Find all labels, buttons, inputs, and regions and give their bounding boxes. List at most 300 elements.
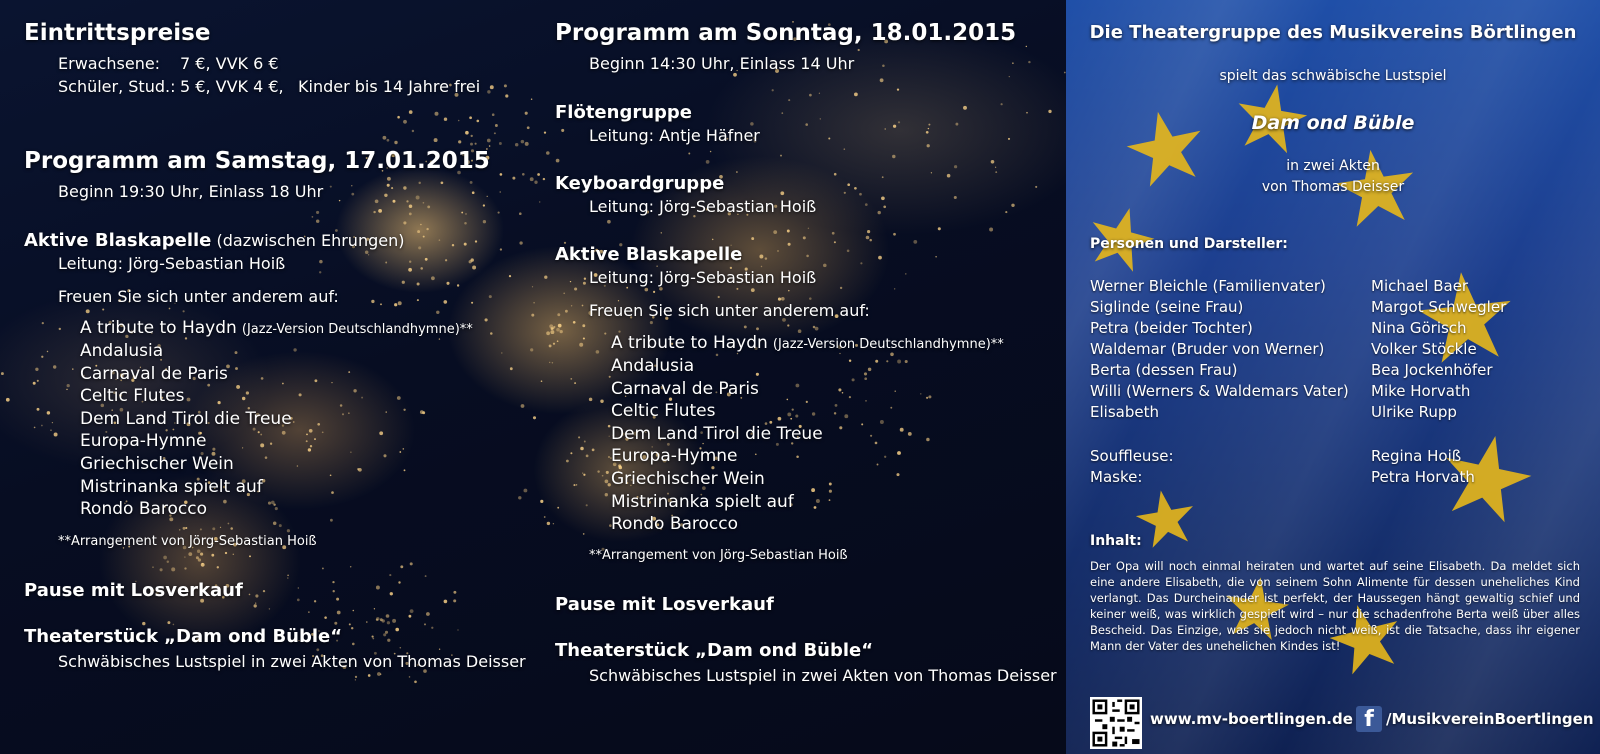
- city-light-dot: [553, 343, 555, 345]
- city-light-dot: [505, 94, 508, 97]
- city-light-dot: [751, 288, 755, 292]
- city-light-dot: [477, 120, 480, 123]
- city-light-dot: [160, 568, 163, 571]
- city-light-dot: [394, 141, 397, 144]
- city-light-dot: [534, 181, 537, 184]
- city-light-dot: [541, 380, 543, 382]
- city-light-dot: [385, 631, 388, 634]
- list-item: Petra (beider Tochter): [1090, 319, 1253, 337]
- city-light-dot: [895, 391, 896, 392]
- city-light-dot: [394, 303, 397, 306]
- city-light-dot: [453, 591, 456, 594]
- city-light-dot: [489, 295, 492, 298]
- city-light-dot: [893, 233, 896, 236]
- city-light-dot: [531, 314, 534, 317]
- city-light-dot: [897, 88, 899, 90]
- city-light-dot: [409, 261, 411, 263]
- city-light-dot: [736, 171, 738, 173]
- city-light-dot: [880, 420, 884, 424]
- city-light-dot: [386, 614, 390, 618]
- city-light-dot: [500, 173, 503, 176]
- city-light-dot: [877, 464, 879, 466]
- list-item: Volker Stöckle: [1371, 340, 1477, 358]
- city-light-dot: [546, 151, 550, 155]
- city-light-dot: [878, 211, 881, 214]
- city-light-dot: [883, 205, 886, 208]
- city-light-dot: [834, 241, 836, 243]
- city-light-dot: [829, 490, 832, 493]
- city-light-dot: [1, 372, 4, 375]
- play-author: von Thomas Deisser: [1261, 179, 1405, 195]
- city-light-dot: [1028, 61, 1030, 63]
- city-light-dot: [509, 275, 511, 277]
- city-light-dot: [759, 255, 763, 259]
- city-light-dot: [854, 187, 857, 190]
- city-light-dot: [330, 474, 332, 476]
- city-light-dot: [171, 567, 175, 571]
- city-light-dot: [656, 266, 657, 267]
- city-light-dot: [391, 187, 393, 189]
- city-light-dot: [353, 389, 356, 392]
- city-light-dot: [423, 236, 425, 238]
- city-light-dot: [521, 140, 525, 144]
- city-light-dot: [489, 145, 491, 147]
- city-light-dot: [563, 292, 565, 294]
- city-light-dot: [418, 246, 421, 249]
- city-light-dot: [387, 177, 391, 181]
- city-light-dot: [828, 137, 830, 139]
- city-light-dot: [490, 332, 493, 335]
- cast-title: Personen und Darsteller:: [1090, 236, 1288, 252]
- city-light-dot: [47, 411, 50, 414]
- city-light-dot: [254, 604, 257, 607]
- city-light-dot: [935, 256, 936, 257]
- city-light-dot: [371, 300, 374, 303]
- city-light-dot: [418, 182, 420, 184]
- city-light-dot: [557, 313, 560, 316]
- sunday-theater-desc: Schwäbisches Lustspiel in zwei Akten von Thomas Deisser: [589, 666, 1057, 685]
- list-item: Mike Horvath: [1371, 382, 1471, 400]
- city-light-dot: [504, 84, 507, 87]
- city-light-dot: [287, 529, 290, 532]
- city-light-dot: [546, 331, 550, 335]
- city-light-dot: [552, 362, 553, 363]
- eu-flag-panel: [1066, 0, 1600, 754]
- city-light-dot: [249, 555, 251, 557]
- city-light-dot: [420, 224, 422, 226]
- sunday-keyboard-leader: Leitung: Jörg-Sebastian Hoiß: [589, 197, 817, 216]
- city-light-dot: [583, 474, 585, 476]
- city-light-dot: [228, 523, 230, 525]
- city-light-dot: [179, 529, 180, 530]
- city-light-dot: [852, 378, 855, 381]
- city-light-dot: [352, 643, 355, 646]
- city-light-dot: [553, 523, 554, 524]
- city-light-dot: [1011, 204, 1014, 207]
- city-light-dot: [6, 398, 10, 402]
- city-light-dot: [540, 500, 543, 503]
- city-light-dot: [220, 527, 221, 528]
- city-light-dot: [464, 222, 467, 225]
- city-light-dot: [606, 471, 609, 474]
- sunday-band-leader: Leitung: Jörg-Sebastian Hoiß: [589, 268, 817, 287]
- city-light-dot: [358, 468, 362, 472]
- city-light-dot: [374, 608, 375, 609]
- city-light-dot: [152, 566, 154, 568]
- city-light-dot: [867, 230, 870, 233]
- city-light-dot: [427, 205, 430, 208]
- sunday-flute-title: Flötengruppe: [555, 102, 693, 123]
- city-light-dot: [492, 113, 495, 116]
- city-light-dot: [995, 171, 997, 173]
- city-light-dot: [864, 372, 867, 375]
- list-item: Ulrike Rupp: [1371, 403, 1457, 421]
- city-light-dot: [905, 273, 906, 274]
- city-light-dot: [875, 442, 878, 445]
- city-light-dot: [475, 143, 477, 145]
- list-item: Nina Görisch: [1371, 319, 1467, 337]
- list-item: Elisabeth: [1090, 403, 1159, 421]
- city-light-dot: [483, 220, 486, 223]
- city-light-dot: [409, 205, 413, 209]
- website-link[interactable]: www.mv-boertlingen.de: [1150, 710, 1353, 728]
- city-light-dot: [920, 393, 921, 394]
- city-light-dot: [549, 324, 553, 328]
- city-light-dot: [808, 228, 809, 229]
- city-light-dot: [53, 365, 56, 368]
- city-light-dot: [337, 611, 341, 615]
- list-item: Mistrinanka spielt auf: [80, 476, 263, 497]
- city-light-dot: [50, 430, 51, 431]
- saturday-first-piece: [80, 318, 473, 338]
- city-light-dot: [688, 153, 690, 155]
- city-light-dot: [263, 590, 265, 592]
- city-light-dot: [417, 230, 420, 233]
- city-light-dot: [653, 291, 655, 293]
- city-light-dot: [954, 165, 957, 168]
- city-light-dot: [519, 212, 522, 215]
- city-light-dot: [583, 282, 586, 285]
- theater-group-heading: Die Theatergruppe des Musikvereins Börtlingen: [1089, 22, 1577, 43]
- city-light-dot: [287, 574, 289, 576]
- city-light-dot: [376, 586, 380, 590]
- city-light-dot: [197, 550, 201, 554]
- city-light-dot: [573, 321, 576, 324]
- city-light-dot: [67, 384, 70, 387]
- city-light-dot: [350, 566, 351, 567]
- city-light-dot: [299, 393, 302, 396]
- sunday-first-piece: [611, 333, 1004, 353]
- city-light-dot: [348, 412, 349, 413]
- city-light-dot: [457, 284, 459, 286]
- city-light-dot: [372, 638, 374, 640]
- city-light-dot: [570, 452, 572, 454]
- city-light-dot: [424, 623, 426, 625]
- city-light-dot: [308, 448, 311, 451]
- city-light-dot: [605, 480, 609, 484]
- city-light-dot: [397, 116, 400, 119]
- city-light-dot: [566, 460, 569, 463]
- city-light-dot: [582, 472, 583, 473]
- list-item: Willi (Werners & Waldemars Vater): [1090, 382, 1349, 400]
- city-light-dot: [436, 311, 439, 314]
- city-light-dot: [54, 433, 58, 437]
- facebook-icon[interactable]: f: [1356, 706, 1382, 732]
- city-light-dot: [858, 49, 860, 51]
- city-light-dot: [582, 324, 585, 327]
- city-light-dot: [458, 120, 460, 122]
- city-light-dot: [200, 528, 202, 530]
- city-light-dot: [387, 139, 390, 142]
- city-light-dot: [142, 622, 145, 625]
- city-light-dot: [868, 368, 871, 371]
- city-light-dot: [869, 239, 872, 242]
- price-students-label: Schüler, Stud.:: [58, 77, 176, 96]
- saturday-band-note: (dazwischen Ehrungen): [216, 231, 405, 250]
- sunday-keyboard-title: Keyboardgruppe: [555, 173, 725, 194]
- city-light-dot: [885, 128, 886, 129]
- city-light-dot: [561, 129, 564, 132]
- city-light-dot: [521, 404, 525, 408]
- city-light-dot: [928, 124, 930, 126]
- qr-code-graphic: [1090, 697, 1142, 749]
- city-light-dot: [592, 449, 595, 452]
- city-light-dot: [861, 423, 863, 425]
- city-light-dot: [847, 250, 850, 253]
- city-light-dot: [744, 325, 747, 328]
- crew-names: [1371, 446, 1475, 488]
- city-light-dot: [308, 611, 309, 612]
- city-light-dot: [574, 382, 576, 384]
- city-light-dot: [927, 144, 930, 147]
- city-light-dot: [353, 610, 355, 612]
- city-light-dot: [1012, 62, 1014, 64]
- city-light-dot: [780, 191, 784, 195]
- list-item: Rondo Barocco: [80, 499, 208, 520]
- city-light-dot: [859, 193, 862, 196]
- city-light-dot: [431, 276, 435, 280]
- content-title: Inhalt:: [1090, 533, 1142, 549]
- content-text: Der Opa will noch einmal heiraten und wartet auf seine Elisabeth. Da meldet sich eine andere Elisabeth, die von seinem Sohn Alimente für dessen uneheliches Kind verlangt. Das Durcheinander ist perfekt, der Haussegen hängt gewaltig schief und keiner weiß, was wirklich gespielt wird – nur die schadenfrohe Berta weiß über alles Bescheid. Das Einzige, was sie jedoch nicht weiß, ist die Tatsache, dass ihr eigener Mann der Vater des unehelichen Kindes ist!: [1090, 559, 1580, 653]
- city-light-dot: [387, 639, 390, 642]
- city-light-dot: [316, 219, 319, 222]
- city-light-dot: [926, 438, 930, 442]
- saturday-pause: Pause mit Losverkauf: [24, 580, 243, 601]
- city-light-dot: [334, 622, 337, 625]
- list-item: Petra Horvath: [1371, 468, 1475, 486]
- city-light-dot: [557, 340, 559, 342]
- city-light-dot: [387, 621, 390, 624]
- city-light-dot: [464, 243, 467, 246]
- city-light-dot: [387, 184, 390, 187]
- play-subheading: spielt das schwäbische Lustspiel: [1219, 68, 1447, 84]
- city-light-dot: [385, 262, 387, 264]
- city-light-dot: [469, 116, 472, 119]
- city-light-dot: [1026, 112, 1028, 114]
- facebook-link[interactable]: /MusikvereinBoertlingen: [1386, 710, 1594, 728]
- city-light-dot: [550, 330, 554, 334]
- play-title: Dam ond Büble: [1251, 112, 1415, 134]
- city-light-dot: [596, 350, 600, 354]
- city-light-dot: [383, 454, 386, 457]
- city-light-dot: [525, 112, 528, 115]
- city-light-dot: [287, 577, 289, 579]
- city-light-dot: [404, 469, 406, 471]
- city-light-dot: [188, 552, 192, 556]
- sunday-flute-leader: Leitung: Antje Häfner: [589, 126, 760, 145]
- city-light-dot: [475, 240, 477, 242]
- sunday-band-title: Aktive Blaskapelle: [555, 244, 743, 265]
- list-item: Carnaval de Paris: [80, 363, 228, 384]
- city-light-dot: [230, 527, 233, 530]
- city-light-dot: [333, 590, 335, 592]
- city-light-dot: [602, 475, 604, 477]
- city-light-dot: [565, 310, 568, 313]
- city-light-dot: [549, 344, 552, 347]
- city-light-dot: [41, 425, 43, 427]
- city-light-dot: [928, 395, 931, 398]
- city-light-dot: [383, 136, 387, 140]
- city-light-dot: [905, 360, 908, 363]
- price-adults-value: 7 €, VVK 6 €: [180, 54, 279, 73]
- city-light-dot: [37, 380, 39, 382]
- city-light-dot: [530, 348, 533, 351]
- city-light-dot: [167, 560, 169, 562]
- city-light-dot: [372, 636, 374, 638]
- city-light-dot: [558, 324, 562, 328]
- cast-actors: [1371, 276, 1506, 423]
- city-light-dot: [169, 308, 171, 310]
- city-light-dot: [403, 221, 406, 224]
- city-light-dot: [445, 259, 447, 261]
- city-light-dot: [773, 230, 777, 234]
- city-light-dot: [279, 524, 282, 527]
- city-light-dot: [584, 441, 586, 443]
- city-light-dot: [373, 211, 375, 213]
- city-light-dot: [913, 240, 917, 244]
- city-light-dot: [608, 456, 610, 458]
- city-light-dot: [470, 143, 473, 146]
- city-light-dot: [884, 456, 886, 458]
- city-light-dot: [201, 563, 205, 567]
- city-light-dot: [41, 356, 43, 358]
- city-light-dot: [406, 200, 408, 202]
- city-light-dot: [412, 130, 414, 132]
- city-light-dot: [780, 155, 782, 157]
- city-light-dot: [882, 64, 885, 67]
- city-light-dot: [348, 371, 350, 373]
- city-light-dot: [515, 143, 518, 146]
- saturday-band-heading: [24, 230, 404, 251]
- city-light-dot: [163, 556, 167, 560]
- city-light-dot: [200, 553, 203, 556]
- city-light-dot: [400, 647, 401, 648]
- city-light-dot: [772, 89, 774, 91]
- city-light-dot: [380, 303, 382, 305]
- city-light-dot: [444, 600, 448, 604]
- city-light-dot: [523, 489, 527, 493]
- city-light-dot: [59, 328, 61, 330]
- city-light-dot: [896, 473, 899, 476]
- list-item: Carnaval de Paris: [611, 378, 759, 399]
- city-light-dot: [198, 558, 201, 561]
- city-light-dot: [718, 296, 720, 298]
- city-light-dot: [400, 565, 403, 568]
- city-light-dot: [342, 413, 344, 415]
- city-light-dot: [543, 178, 545, 180]
- city-light-dot: [410, 562, 413, 565]
- city-light-dot: [886, 360, 888, 362]
- city-light-dot: [410, 609, 414, 613]
- cast-roles: [1090, 276, 1349, 423]
- city-light-dot: [409, 676, 411, 678]
- city-light-dot: [330, 186, 332, 188]
- saturday-start: Beginn 19:30 Uhr, Einlass 18 Uhr: [58, 182, 324, 201]
- city-light-dot: [533, 416, 536, 419]
- city-light-dot: [453, 599, 456, 602]
- city-light-dot: [1048, 110, 1051, 113]
- city-light-dot: [426, 228, 428, 230]
- city-light-dot: [544, 131, 546, 133]
- city-light-dot: [490, 85, 494, 89]
- city-light-dot: [864, 377, 867, 380]
- city-light-dot: [185, 527, 187, 529]
- city-light-dot: [556, 328, 560, 332]
- city-light-dot: [512, 177, 515, 180]
- city-light-dot: [217, 566, 219, 568]
- city-light-dot: [461, 212, 463, 214]
- city-light-dot: [1008, 138, 1010, 140]
- city-light-dot: [880, 78, 884, 82]
- city-light-dot: [439, 239, 441, 241]
- city-light-dot: [777, 250, 778, 251]
- city-light-dot: [386, 411, 387, 412]
- city-light-dot: [838, 388, 841, 391]
- city-light-dot: [844, 192, 846, 194]
- city-light-dot: [249, 594, 251, 596]
- city-light-dot: [803, 236, 806, 239]
- city-light-dot: [408, 268, 412, 272]
- city-light-dot: [423, 202, 425, 204]
- city-light-dot: [500, 191, 501, 192]
- city-light-dot: [544, 276, 547, 279]
- city-light-dot: [788, 99, 790, 101]
- city-light-dot: [860, 262, 862, 264]
- city-light-dot: [589, 398, 593, 402]
- city-light-dot: [834, 173, 837, 176]
- city-light-dot: [583, 337, 585, 339]
- list-item: Siglinde (seine Frau): [1090, 298, 1244, 316]
- city-light-dot: [225, 552, 227, 554]
- saturday-pieces-list: [80, 340, 292, 521]
- city-light-dot: [425, 258, 428, 261]
- city-light-dot: [897, 451, 901, 455]
- city-light-dot: [441, 181, 444, 184]
- list-item: Waldemar (Bruder von Werner): [1090, 340, 1325, 358]
- city-light-dot: [471, 258, 474, 261]
- city-light-dot: [439, 338, 440, 339]
- city-light-dot: [712, 239, 714, 241]
- city-light-dot: [183, 527, 186, 530]
- city-light-dot: [532, 286, 533, 287]
- city-light-dot: [351, 193, 354, 196]
- city-light-dot: [52, 422, 53, 423]
- list-item: Europa-Hymne: [80, 431, 207, 452]
- city-light-dot: [314, 379, 317, 382]
- city-light-dot: [255, 594, 258, 597]
- city-light-dot: [351, 627, 353, 629]
- list-item: Mistrinanka spielt auf: [611, 491, 794, 512]
